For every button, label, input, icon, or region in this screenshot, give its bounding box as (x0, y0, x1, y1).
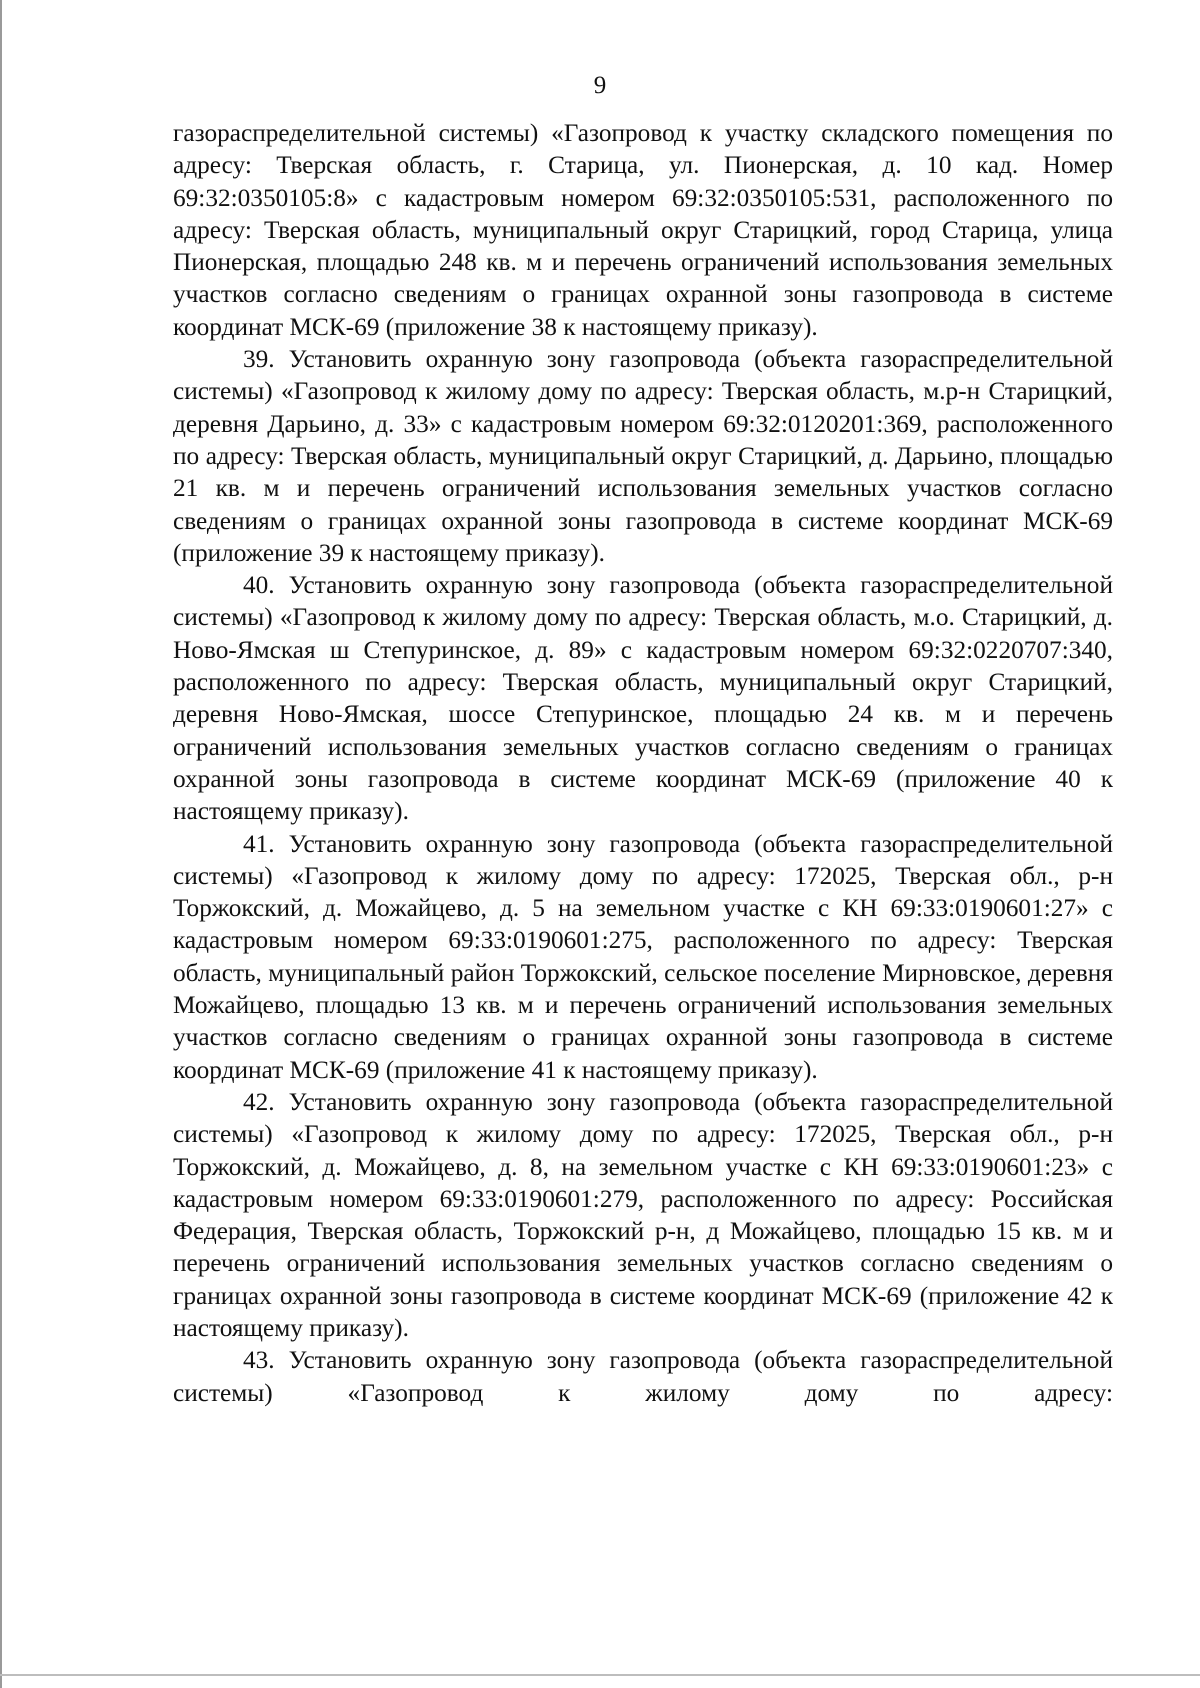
paragraph-item-39: 39. Установить охранную зону газопровода (объекта газораспределительной системы) «Газопровод к жилому дому по адресу: Тверская область, м.р-н Старицкий, деревня Дарьино, д. 33» с кадастровым номером 69:32:0120201:369, расположенного по адресу: Тверская область, муниципальный округ Старицкий, д. Дарьино, площадью 21 кв. м и перечень ограничений использования земельных участков согласно сведениям о границах охранной зоны газопровода в системе координат МСК-69 (приложение 39 к настоящему приказу). (173, 345, 1113, 567)
paragraph-item-43: 43. Установить охранную зону газопровода (объекта газораспределительной системы) «Газопровод к жилому дому по адресу: (173, 1346, 1113, 1407)
page-number: 9 (593, 72, 607, 99)
document-body (173, 117, 1113, 1409)
paragraph-continuation: газораспределительной системы) «Газопровод к участку складского помещения по адресу: Тверская область, г. Старица, ул. Пионерская, д. 10 кад. Номер 69:32:0350105:8» с кадастровым номером 69:32:0350105:531, расположенного по адресу: Тверская область, муниципальный округ Старицкий, город Старица, улица Пионерская, площадью 248 кв. м и перечень ограничений использования земельных участков согласно сведениям о границах охранной зоны газопровода в системе координат МСК-69 (приложение 38 к настоящему приказу). (173, 119, 1113, 341)
paragraph-item-41: 41. Установить охранную зону газопровода (объекта газораспределительной системы) «Газопровод к жилому дому по адресу: 172025, Тверская обл., р-н Торжокский, д. Можайцево, д. 5 на земельном участке с КН 69:33:0190601:27» с кадастровым номером 69:33:0190601:275, расположенного по адресу: Тверская область, муниципальный район Торжокский, сельское поселение Мирновское, деревня Можайцево, площадью 13 кв. м и перечень ограничений использования земельных участков согласно сведениям о границах охранной зоны газопровода в системе координат МСК-69 (приложение 41 к настоящему приказу). (173, 829, 1113, 1084)
scan-edge-bottom (0, 1674, 1200, 1676)
paragraph-item-40: 40. Установить охранную зону газопровода (объекта газораспределительной системы) «Газопровод к жилому дому по адресу: Тверская область, м.о. Старицкий, д. Ново-Ямская ш Степуринское, д. 89» с кадастровым номером 69:32:0220707:340, расположенного по адресу: Тверская область, муниципальный округ Старицкий, деревня Ново-Ямская, шоссе Степуринское, площадью 24 кв. м и перечень ограничений использования земельных участков согласно сведениям о границах охранной зоны газопровода в системе координат МСК-69 (приложение 40 к настоящему приказу). (173, 571, 1113, 826)
scan-edge-left (0, 0, 2, 1688)
paragraph-item-42: 42. Установить охранную зону газопровода (объекта газораспределительной системы) «Газопровод к жилому дому по адресу: 172025, Тверская обл., р-н Торжокский, д. Можайцево, д. 8, на земельном участке с КН 69:33:0190601:23» с кадастровым номером 69:33:0190601:279, расположенного по адресу: Российская Федерация, Тверская область, Торжокский р-н, д Можайцево, площадью 15 кв. м и перечень ограничений использования земельных участков согласно сведениям о границах охранной зоны газопровода в системе координат МСК-69 (приложение 42 к настоящему приказу). (173, 1087, 1113, 1342)
